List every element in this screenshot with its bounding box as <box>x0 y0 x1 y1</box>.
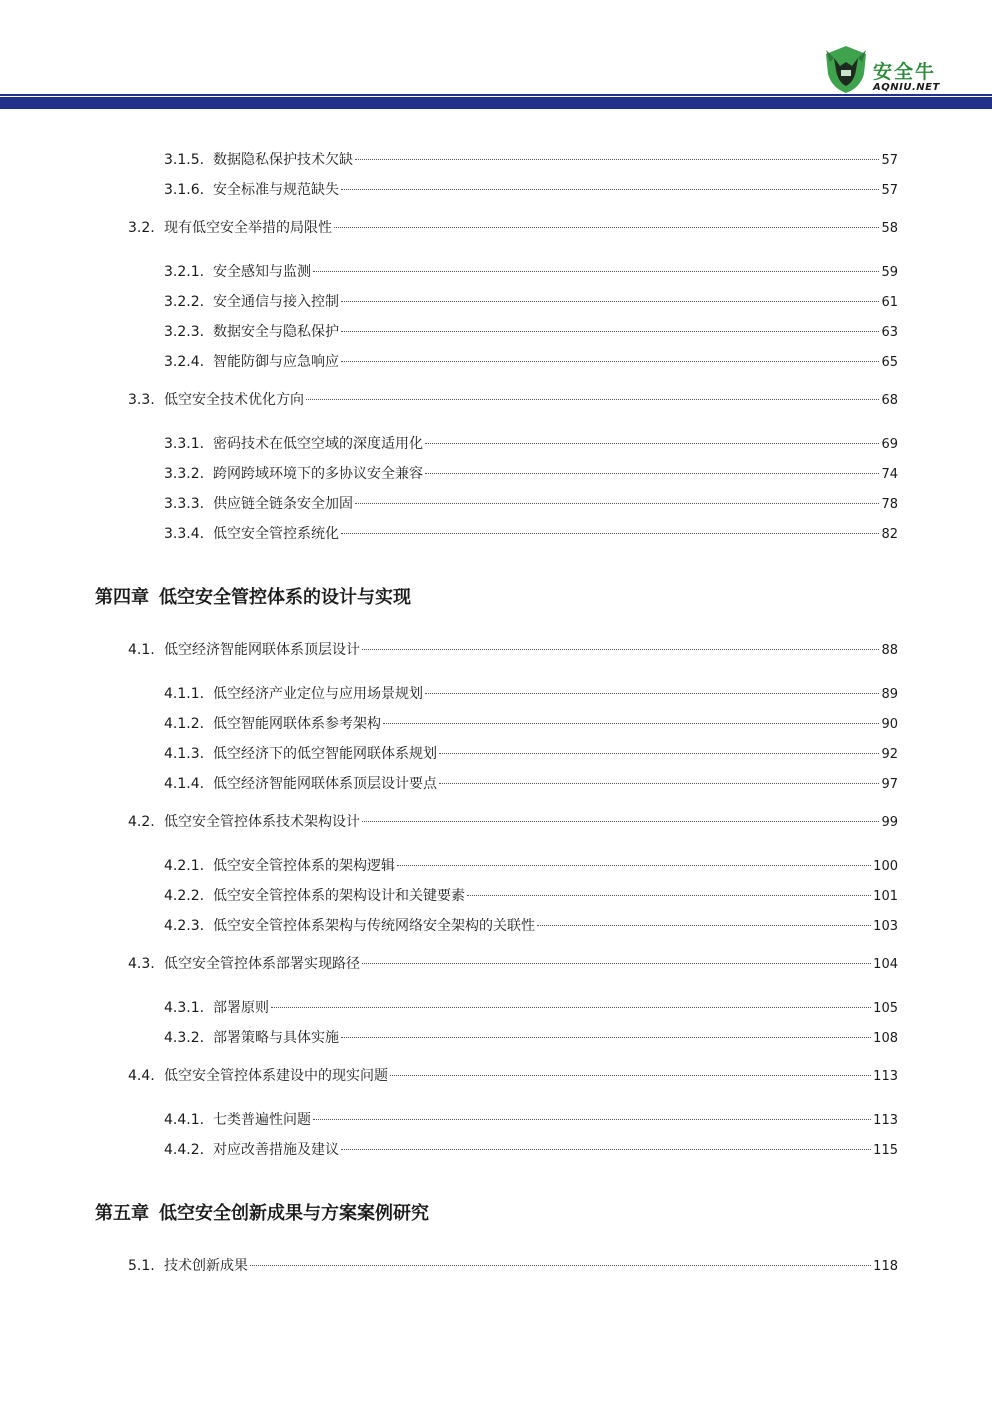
toc-subsection-entry[interactable] <box>164 744 898 764</box>
entry-title: 低空安全管控体系的架构设计和关键要素 <box>213 888 465 904</box>
entry-page-number: 57 <box>881 183 898 198</box>
entry-page-number: 89 <box>881 687 898 702</box>
dot-leader <box>341 361 879 362</box>
entry-number: 3.3. <box>128 392 155 408</box>
entry-number: 4.3. <box>128 956 155 972</box>
entry-title: 低空智能网联体系参考架构 <box>213 716 381 732</box>
entry-title: 对应改善措施及建议 <box>213 1142 339 1158</box>
dot-leader <box>341 1149 871 1150</box>
entry-page-number: 99 <box>881 815 898 830</box>
toc-subsection-entry[interactable] <box>164 464 898 484</box>
entry-page-number: 65 <box>881 355 898 370</box>
entry-title: 安全感知与监测 <box>213 264 311 280</box>
brand-name-en: AQNIU.NET <box>873 82 940 93</box>
entry-title: 跨网跨域环境下的多协议安全兼容 <box>213 466 423 482</box>
toc-subsection-entry[interactable] <box>164 322 898 342</box>
toc-subsection-entry[interactable] <box>164 180 898 200</box>
entry-number: 4.2.2. <box>164 888 205 904</box>
entry-number: 4.1.3. <box>164 746 205 762</box>
toc-section-entry[interactable] <box>128 218 898 238</box>
dot-leader <box>271 1007 871 1008</box>
entry-number: 4.3.1. <box>164 1000 205 1016</box>
dot-leader <box>313 271 879 272</box>
entry-title: 低空经济产业定位与应用场景规划 <box>213 686 423 702</box>
entry-title: 低空安全管控体系建设中的现实问题 <box>164 1068 388 1084</box>
entry-number: 4.2. <box>128 814 155 830</box>
toc-subsection-entry[interactable] <box>164 1140 898 1160</box>
entry-page-number: 69 <box>881 437 898 452</box>
entry-page-number: 101 <box>873 889 898 904</box>
entry-title: 七类普遍性问题 <box>213 1112 311 1128</box>
entry-number: 4.3.2. <box>164 1030 205 1046</box>
entry-page-number: 68 <box>881 393 898 408</box>
entry-title: 技术创新成果 <box>164 1258 248 1274</box>
dot-leader <box>467 895 871 896</box>
entry-page-number: 113 <box>873 1113 898 1128</box>
entry-title: 低空经济智能网联体系顶层设计要点 <box>213 776 437 792</box>
entry-number: 4.1.4. <box>164 776 205 792</box>
entry-page-number: 105 <box>873 1001 898 1016</box>
entry-title: 部署原则 <box>213 1000 269 1016</box>
entry-number: 4.1. <box>128 642 155 658</box>
entry-page-number: 90 <box>881 717 898 732</box>
dot-leader <box>355 503 879 504</box>
toc-subsection-entry[interactable] <box>164 150 898 170</box>
toc-section-entry[interactable] <box>128 1256 898 1276</box>
toc-subsection-entry[interactable] <box>164 916 898 936</box>
brand-name-cn: 安全牛 <box>873 61 937 83</box>
toc-subsection-entry[interactable] <box>164 714 898 734</box>
dot-leader <box>341 301 879 302</box>
dot-leader <box>355 159 879 160</box>
chapter-number: 第五章 <box>95 1203 149 1224</box>
toc-subsection-entry[interactable] <box>164 524 898 544</box>
entry-title: 低空经济下的低空智能网联体系规划 <box>213 746 437 762</box>
entry-title: 低空安全管控体系技术架构设计 <box>164 814 360 830</box>
entry-page-number: 78 <box>881 497 898 512</box>
entry-number: 3.3.4. <box>164 526 205 542</box>
entry-title: 安全通信与接入控制 <box>213 294 339 310</box>
entry-page-number: 108 <box>873 1031 898 1046</box>
chapter-title: 低空安全管控体系的设计与实现 <box>159 587 411 608</box>
entry-title: 密码技术在低空空域的深度适用化 <box>213 436 423 452</box>
entry-title: 低空安全技术优化方向 <box>164 392 304 408</box>
entry-number: 3.2.4. <box>164 354 205 370</box>
entry-page-number: 97 <box>881 777 898 792</box>
dot-leader <box>425 693 879 694</box>
dot-leader <box>334 227 879 228</box>
dot-leader <box>537 925 871 926</box>
entry-page-number: 74 <box>881 467 898 482</box>
entry-page-number: 104 <box>873 957 898 972</box>
entry-number: 4.4.2. <box>164 1142 205 1158</box>
entry-page-number: 59 <box>881 265 898 280</box>
dot-leader <box>425 473 879 474</box>
entry-number: 3.2.1. <box>164 264 205 280</box>
entry-number: 4.2.1. <box>164 858 205 874</box>
entry-number: 4.1.2. <box>164 716 205 732</box>
chapter-heading <box>95 586 411 610</box>
entry-number: 4.4. <box>128 1068 155 1084</box>
entry-title: 安全标准与规范缺失 <box>213 182 339 198</box>
dot-leader <box>439 753 879 754</box>
dot-leader <box>362 821 879 822</box>
entry-number: 4.2.3. <box>164 918 205 934</box>
toc-section-entry[interactable] <box>128 640 898 660</box>
chapter-heading <box>95 1202 429 1226</box>
toc-section-entry[interactable] <box>128 390 898 410</box>
entry-page-number: 92 <box>881 747 898 762</box>
entry-page-number: 118 <box>873 1259 898 1274</box>
entry-number: 3.2.2. <box>164 294 205 310</box>
entry-number: 4.4.1. <box>164 1112 205 1128</box>
chapter-number: 第四章 <box>95 587 149 608</box>
toc-subsection-entry[interactable] <box>164 998 898 1018</box>
entry-number: 5.1. <box>128 1258 155 1274</box>
toc-subsection-entry[interactable] <box>164 774 898 794</box>
entry-title: 智能防御与应急响应 <box>213 354 339 370</box>
dot-leader <box>397 865 871 866</box>
dot-leader <box>341 331 879 332</box>
entry-page-number: 113 <box>873 1069 898 1084</box>
entry-number: 3.1.5. <box>164 152 205 168</box>
dot-leader <box>383 723 879 724</box>
toc-subsection-entry[interactable] <box>164 352 898 372</box>
chapter-title: 低空安全创新成果与方案案例研究 <box>159 1203 429 1224</box>
toc-subsection-entry[interactable] <box>164 262 898 282</box>
entry-page-number: 58 <box>881 221 898 236</box>
entry-page-number: 100 <box>873 859 898 874</box>
entry-number: 4.1.1. <box>164 686 205 702</box>
toc-subsection-entry[interactable] <box>164 1028 898 1048</box>
entry-title: 现有低空安全举措的局限性 <box>164 220 332 236</box>
dot-leader <box>425 443 879 444</box>
toc-subsection-entry[interactable] <box>164 886 898 906</box>
entry-title: 低空安全管控系统化 <box>213 526 339 542</box>
entry-title: 低空安全管控体系架构与传统网络安全架构的关联性 <box>213 918 535 934</box>
toc-section-entry[interactable] <box>128 1066 898 1086</box>
entry-title: 供应链全链条安全加固 <box>213 496 353 512</box>
toc-subsection-entry[interactable] <box>164 856 898 876</box>
entry-page-number: 115 <box>873 1143 898 1158</box>
entry-number: 3.3.1. <box>164 436 205 452</box>
entry-number: 3.2. <box>128 220 155 236</box>
toc-subsection-entry[interactable] <box>164 434 898 454</box>
dot-leader <box>306 399 879 400</box>
dot-leader <box>362 649 879 650</box>
toc-section-entry[interactable] <box>128 812 898 832</box>
dot-leader <box>390 1075 871 1076</box>
dot-leader <box>341 533 879 534</box>
toc-section-entry[interactable] <box>128 954 898 974</box>
toc-subsection-entry[interactable] <box>164 494 898 514</box>
entry-number: 3.3.3. <box>164 496 205 512</box>
dot-leader <box>250 1265 871 1266</box>
entry-title: 低空经济智能网联体系顶层设计 <box>164 642 360 658</box>
dot-leader <box>313 1119 871 1120</box>
dot-leader <box>341 189 879 190</box>
entry-page-number: 63 <box>881 325 898 340</box>
entry-title: 低空安全管控体系部署实现路径 <box>164 956 360 972</box>
dot-leader <box>439 783 879 784</box>
dot-leader <box>362 963 871 964</box>
entry-title: 部署策略与具体实施 <box>213 1030 339 1046</box>
entry-number: 3.1.6. <box>164 182 205 198</box>
toc-subsection-entry[interactable] <box>164 292 898 312</box>
entry-number: 3.2.3. <box>164 324 205 340</box>
toc-subsection-entry[interactable] <box>164 1110 898 1130</box>
toc-subsection-entry[interactable] <box>164 684 898 704</box>
entry-page-number: 57 <box>881 153 898 168</box>
entry-page-number: 61 <box>881 295 898 310</box>
entry-page-number: 103 <box>873 919 898 934</box>
entry-title: 数据安全与隐私保护 <box>213 324 339 340</box>
entry-page-number: 88 <box>881 643 898 658</box>
entry-title: 低空安全管控体系的架构逻辑 <box>213 858 395 874</box>
entry-page-number: 82 <box>881 527 898 542</box>
entry-number: 3.3.2. <box>164 466 205 482</box>
dot-leader <box>341 1037 871 1038</box>
entry-title: 数据隐私保护技术欠缺 <box>213 152 353 168</box>
